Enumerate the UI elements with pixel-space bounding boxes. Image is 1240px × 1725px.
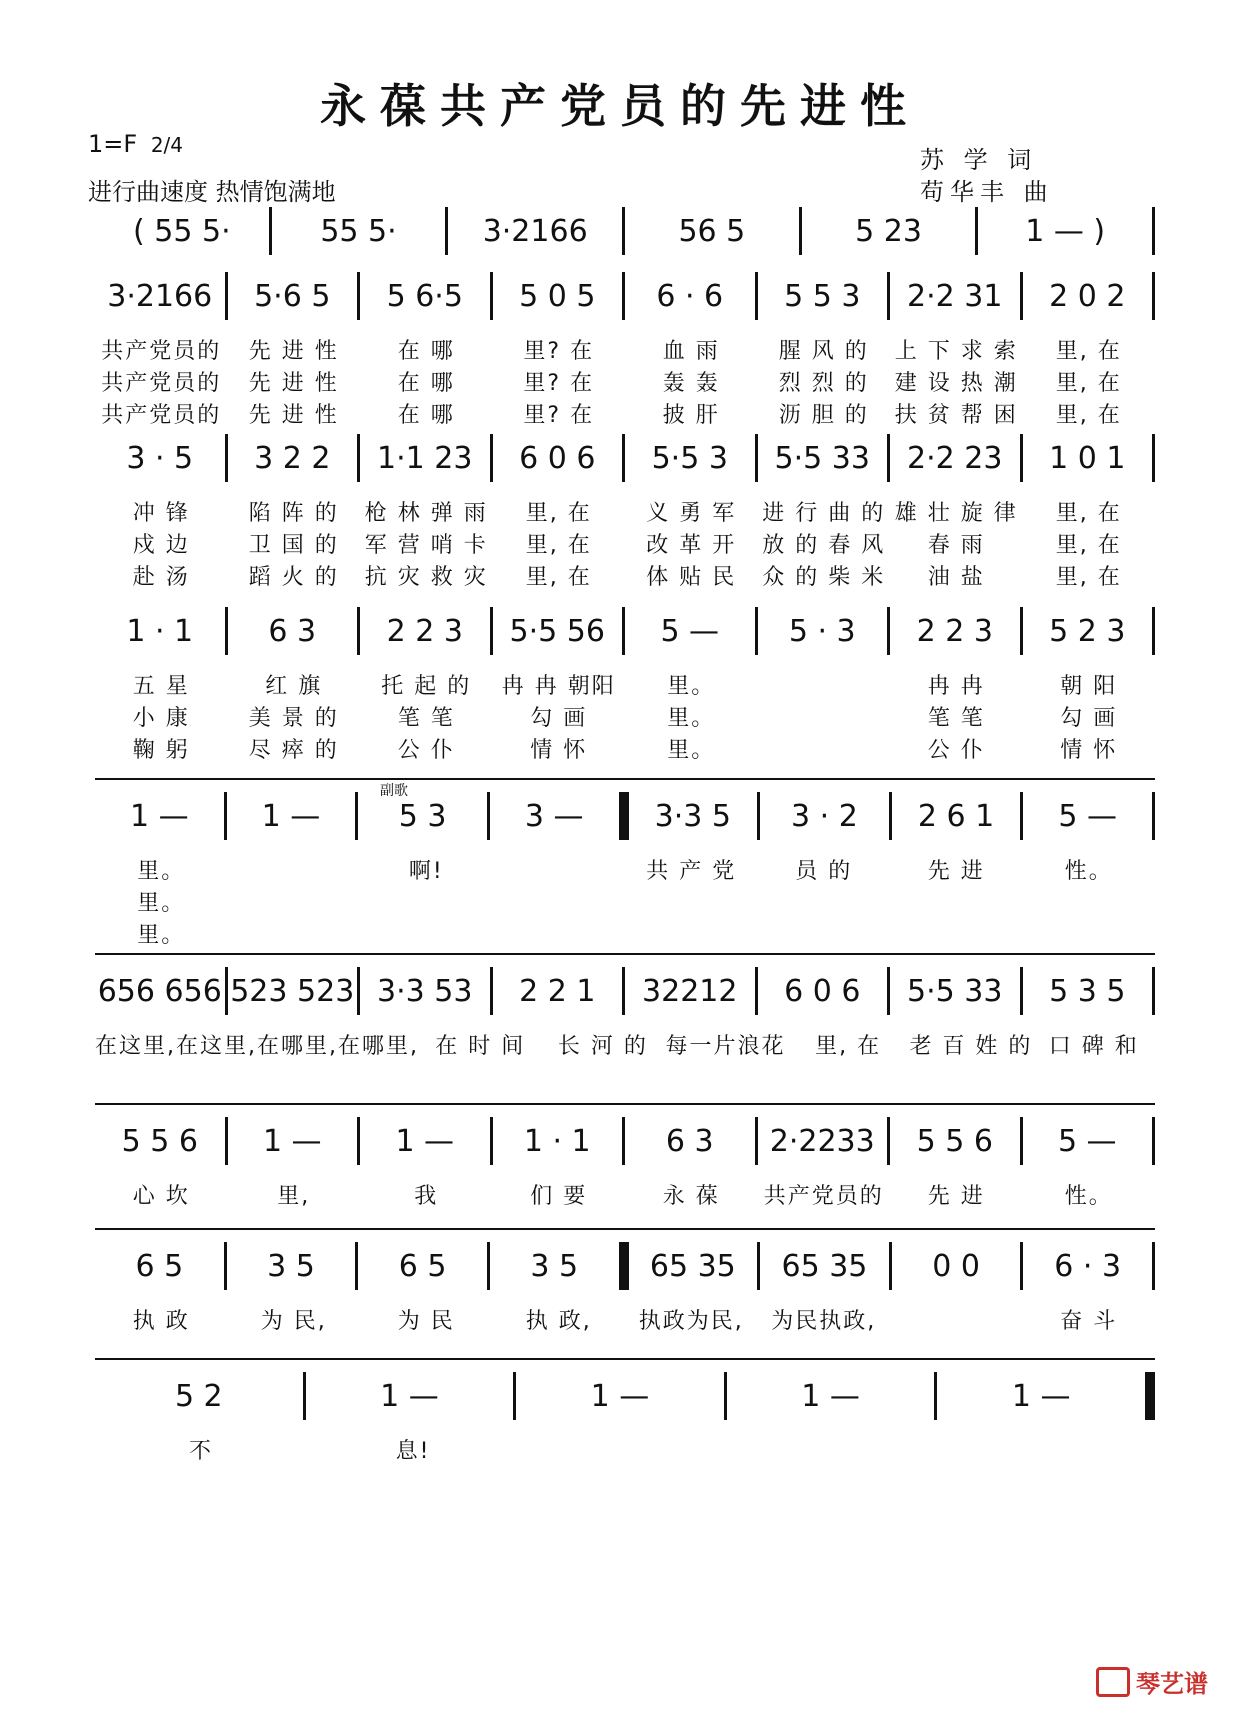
measure: 6 · 6 bbox=[656, 278, 724, 314]
lyric-segment: 里? 在 bbox=[523, 370, 595, 396]
lyric-segment: 众 的 柴 米 bbox=[762, 564, 886, 590]
lyric-segment: 永 葆 bbox=[662, 1183, 720, 1209]
notation-row bbox=[95, 1370, 1155, 1422]
lyric-segment: 勾 画 bbox=[530, 705, 588, 731]
lyric-segment: 枪 林 弹 雨 bbox=[364, 500, 488, 526]
lyric-segment: 在这里,在这里, bbox=[95, 1033, 257, 1059]
lyric-segment: 在 哪 bbox=[397, 370, 455, 396]
lyric-segment: 在 时 间 bbox=[435, 1033, 526, 1059]
lyric-segment: 为民执政, bbox=[771, 1308, 877, 1334]
lyric-segment: 口 碑 和 bbox=[1048, 1033, 1139, 1059]
measure: 3·3 5 bbox=[654, 798, 731, 834]
lyric-segment: 里。 bbox=[667, 705, 716, 731]
measure: 3 2 2 bbox=[254, 440, 331, 476]
lyric-segment: 披 肝 bbox=[662, 402, 720, 428]
barline bbox=[1152, 434, 1155, 482]
lyric-segment: 朝 阳 bbox=[1060, 673, 1118, 699]
measure: 56 5 bbox=[678, 213, 746, 249]
lyric-segment: 里, 在 bbox=[815, 1033, 882, 1059]
lyric-segment: 共产党员的 bbox=[763, 1183, 884, 1209]
barline bbox=[1152, 1117, 1155, 1165]
lyric-segment: 里? 在 bbox=[523, 402, 595, 428]
measure: 5 2 bbox=[174, 1378, 223, 1414]
notation-row bbox=[95, 1240, 1155, 1292]
lyric-segment: 里, 在 bbox=[1055, 338, 1122, 364]
lyric-segment: 冲 锋 bbox=[132, 500, 190, 526]
measure: 1 — bbox=[380, 1378, 439, 1414]
lyric-segment: 放 的 春 风 bbox=[762, 532, 886, 558]
measure: 656 656 bbox=[97, 973, 222, 1009]
lyric-segment: 公 仆 bbox=[397, 737, 455, 763]
lyric-segment: 先 进 性 bbox=[248, 338, 339, 364]
lyric-segment: 义 勇 军 bbox=[646, 500, 737, 526]
lyric-segment: 在 哪 bbox=[397, 402, 455, 428]
lyric-segment: 春 雨 bbox=[927, 532, 985, 558]
lyric-segment: 勾 画 bbox=[1060, 705, 1118, 731]
lyric-segment: 共 产 党 bbox=[646, 858, 737, 884]
lyric-segment: 油 盐 bbox=[927, 564, 985, 590]
measure: 2·2 31 bbox=[907, 278, 1003, 314]
lyric-segment: 血 雨 bbox=[662, 338, 720, 364]
system-rule bbox=[95, 1358, 1155, 1360]
measure: 2 0 2 bbox=[1049, 278, 1126, 314]
lyric-segment: 雄 壮 旋 律 bbox=[894, 500, 1018, 526]
score-system bbox=[0, 432, 1240, 632]
lyric-segment: 里, 在 bbox=[1055, 564, 1122, 590]
lyric-segment: 鞠 躬 bbox=[132, 737, 190, 763]
measure: ( 55 5· bbox=[133, 213, 231, 249]
lyric-segment: 息! bbox=[395, 1438, 431, 1464]
lyric-segment: 先 进 性 bbox=[248, 402, 339, 428]
barline bbox=[619, 792, 629, 840]
lyric-segment: 卫 国 的 bbox=[248, 532, 339, 558]
lyric-segment: 奋 斗 bbox=[1060, 1308, 1118, 1334]
time-signature: 2/4 bbox=[150, 133, 184, 157]
measure: 6 · 3 bbox=[1054, 1248, 1122, 1284]
lyric-segment: 陷 阵 的 bbox=[248, 500, 339, 526]
lyric-segment: 戍 边 bbox=[132, 532, 190, 558]
measure: 523 523 bbox=[230, 973, 355, 1009]
lyric-segment: 赴 汤 bbox=[132, 564, 190, 590]
measure: 2 2 1 bbox=[519, 973, 596, 1009]
measure: 5 23 bbox=[855, 213, 922, 249]
measure: 1 — bbox=[1011, 1378, 1071, 1414]
measure: 5·6 5 bbox=[254, 278, 331, 314]
lyric-segment: 长 河 的 bbox=[557, 1033, 648, 1059]
measure: 1 — bbox=[590, 1378, 650, 1414]
lyric-segment: 为 民 bbox=[397, 1308, 455, 1334]
lyric-segment: 共产党员的 bbox=[101, 370, 222, 396]
barline bbox=[619, 1242, 629, 1290]
measure: 2·2 23 bbox=[907, 440, 1003, 476]
barline bbox=[1152, 272, 1155, 320]
measure: 1·1 23 bbox=[377, 440, 473, 476]
measure: 5 — bbox=[1057, 1123, 1117, 1159]
notation-row bbox=[95, 1115, 1155, 1167]
notation-row bbox=[95, 965, 1155, 1017]
lyric-line bbox=[95, 332, 1155, 366]
lyric-line bbox=[95, 916, 1155, 950]
composer-credit: 苟华丰 曲 bbox=[920, 178, 1054, 206]
system-rule bbox=[95, 1103, 1155, 1105]
lyric-segment: 们 要 bbox=[530, 1183, 588, 1209]
lyric-segment: 共产党员的 bbox=[101, 402, 222, 428]
score-system bbox=[0, 605, 1240, 805]
lyric-segment: 执 政, bbox=[525, 1308, 592, 1334]
lyric-segment: 先 进 bbox=[927, 858, 985, 884]
lyric-segment: 性。 bbox=[1064, 858, 1113, 884]
lyric-line bbox=[95, 494, 1155, 528]
lyric-segment: 里。 bbox=[137, 890, 186, 916]
lyric-segment: 先 进 性 bbox=[248, 370, 339, 396]
lyric-segment: 情 怀 bbox=[530, 737, 588, 763]
lyric-line bbox=[95, 558, 1155, 592]
lyric-segment: 里, 在 bbox=[525, 532, 592, 558]
measure: 3 5 bbox=[530, 1248, 579, 1284]
measure: 1 0 1 bbox=[1049, 440, 1126, 476]
barline bbox=[1152, 1242, 1155, 1290]
system-rule bbox=[95, 953, 1155, 955]
measure: 5 — bbox=[1058, 798, 1117, 834]
measure: 3·3 53 bbox=[377, 973, 473, 1009]
lyric-segment: 我 bbox=[414, 1183, 439, 1209]
measure: 3 5 bbox=[267, 1248, 315, 1284]
lyric-segment: 里, 在 bbox=[525, 564, 592, 590]
lyric-segment: 每一片浪花 bbox=[665, 1033, 786, 1059]
lyric-segment: 笔 笔 bbox=[397, 705, 455, 731]
measure: 1 · 1 bbox=[523, 1123, 591, 1159]
lyric-segment: 冉 冉 朝阳 bbox=[501, 673, 616, 699]
lyric-segment: 执政为民, bbox=[638, 1308, 744, 1334]
barline bbox=[1152, 792, 1155, 840]
lyric-segment: 进 行 曲 的 bbox=[762, 500, 886, 526]
notation-row bbox=[95, 605, 1155, 657]
lyric-segment: 里。 bbox=[667, 737, 716, 763]
lyric-line bbox=[95, 396, 1155, 430]
lyric-segment: 啊! bbox=[408, 858, 444, 884]
barline bbox=[1152, 967, 1155, 1015]
song-title: 永葆共产党员的先进性 bbox=[320, 79, 920, 133]
score-system bbox=[0, 783, 1240, 990]
lyric-line bbox=[95, 1177, 1155, 1211]
lyric-segment: 里, bbox=[277, 1183, 311, 1209]
system-rule bbox=[95, 778, 1155, 780]
measure: 6 3 bbox=[665, 1123, 714, 1159]
lyric-segment: 先 进 bbox=[927, 1183, 985, 1209]
lyric-segment: 里。 bbox=[137, 858, 186, 884]
lyric-segment: 烈 烈 的 bbox=[778, 370, 869, 396]
lyric-segment: 在 哪 bbox=[397, 338, 455, 364]
measure: 5 · 3 bbox=[788, 613, 856, 649]
logo-icon bbox=[1096, 1667, 1130, 1697]
lyric-line bbox=[95, 1027, 1155, 1061]
measure: 1 — bbox=[261, 798, 321, 834]
measure: 6 0 6 bbox=[519, 440, 596, 476]
measure: 1 — bbox=[130, 798, 189, 834]
measure: 5·5 33 bbox=[907, 973, 1003, 1009]
lyric-segment: 情 怀 bbox=[1060, 737, 1118, 763]
lyric-segment: 里。 bbox=[137, 922, 186, 948]
barline bbox=[1152, 207, 1155, 255]
measure: 32212 bbox=[642, 973, 738, 1009]
lyric-segment: 改 革 开 bbox=[646, 532, 737, 558]
measure: 65 35 bbox=[649, 1248, 736, 1284]
measure: 5 6·5 bbox=[386, 278, 463, 314]
lyric-segment: 建 设 热 潮 bbox=[894, 370, 1018, 396]
key-signature bbox=[88, 130, 183, 158]
lyric-segment: 托 起 的 bbox=[381, 673, 472, 699]
lyric-segment: 军 营 哨 卡 bbox=[364, 532, 488, 558]
lyric-line bbox=[95, 1432, 1155, 1466]
lyric-line bbox=[95, 699, 1155, 733]
measure: 6 5 bbox=[398, 1248, 447, 1284]
measure: 1 — bbox=[801, 1378, 860, 1414]
lyric-segment: 抗 灾 救 灾 bbox=[364, 564, 488, 590]
notation-row bbox=[95, 790, 1155, 842]
lyric-segment: 不 bbox=[188, 1438, 213, 1464]
lyric-segment: 美 景 的 bbox=[248, 705, 339, 731]
notation-row bbox=[95, 432, 1155, 484]
lyric-line bbox=[95, 731, 1155, 765]
notation-row bbox=[95, 270, 1155, 322]
measure: 65 35 bbox=[781, 1248, 868, 1284]
lyric-segment: 心 坎 bbox=[132, 1183, 190, 1209]
measure: 2 6 1 bbox=[917, 798, 995, 834]
measure: 5·5 56 bbox=[509, 613, 605, 649]
lyric-segment: 五 星 bbox=[132, 673, 190, 699]
system-rule bbox=[95, 1228, 1155, 1230]
lyricist-credit: 苏 学 词 bbox=[920, 146, 1038, 174]
measure: 55 5· bbox=[320, 213, 397, 249]
lyric-segment: 里, 在 bbox=[1055, 532, 1122, 558]
measure: 5 3 5 bbox=[1049, 973, 1126, 1009]
lyric-line bbox=[95, 667, 1155, 701]
measure: 3 — bbox=[524, 798, 584, 834]
lyric-segment: 红 旗 bbox=[265, 673, 323, 699]
lyric-segment: 里, 在 bbox=[525, 500, 592, 526]
measure: 5 5 6 bbox=[916, 1123, 993, 1159]
lyric-segment: 笔 笔 bbox=[927, 705, 985, 731]
measure: 3 · 5 bbox=[126, 440, 194, 476]
section-label: 副歌 bbox=[380, 783, 408, 799]
lyric-segment: 为 民, bbox=[260, 1308, 327, 1334]
lyric-segment: 里, 在 bbox=[1055, 402, 1122, 428]
measure: 5 — bbox=[660, 613, 720, 649]
measure: 5 0 5 bbox=[519, 278, 596, 314]
lyric-segment: 蹈 火 的 bbox=[248, 564, 339, 590]
lyric-segment: 在哪里,在哪里, bbox=[257, 1033, 419, 1059]
measure: 3·2166 bbox=[482, 213, 588, 249]
lyric-line bbox=[95, 1302, 1155, 1336]
measure: 1 — bbox=[262, 1123, 322, 1159]
lyric-segment: 冉 冉 bbox=[927, 673, 985, 699]
measure: 5 5 3 bbox=[784, 278, 861, 314]
measure: 5·5 33 bbox=[774, 440, 870, 476]
lyric-segment: 扶 贫 帮 困 bbox=[894, 402, 1018, 428]
lyric-segment: 尽 瘁 的 bbox=[248, 737, 339, 763]
barline bbox=[1145, 1372, 1155, 1420]
lyric-line bbox=[95, 852, 1155, 886]
lyric-segment: 里。 bbox=[667, 673, 716, 699]
lyric-segment: 执 政 bbox=[132, 1308, 190, 1334]
measure: 2 2 3 bbox=[916, 613, 993, 649]
lyric-segment: 公 仆 bbox=[927, 737, 985, 763]
measure: 3 · 2 bbox=[791, 798, 858, 834]
score-system bbox=[0, 1370, 1240, 1570]
measure: 5 5 6 bbox=[121, 1123, 198, 1159]
measure: 6 0 6 bbox=[784, 973, 861, 1009]
barline bbox=[1152, 607, 1155, 655]
tempo-marking: 进行曲速度 热情饱满地 bbox=[88, 178, 336, 206]
measure: 1 · 1 bbox=[126, 613, 194, 649]
key-label: 1=F bbox=[88, 130, 138, 158]
lyric-segment: 上 下 求 索 bbox=[894, 338, 1018, 364]
lyric-segment: 沥 胆 的 bbox=[778, 402, 869, 428]
lyric-line bbox=[95, 526, 1155, 560]
notation-row bbox=[95, 205, 1155, 257]
watermark-logo bbox=[1096, 1664, 1208, 1699]
lyric-segment: 里, 在 bbox=[1055, 500, 1122, 526]
lyric-segment: 体 贴 民 bbox=[646, 564, 737, 590]
measure: 1 — bbox=[395, 1123, 455, 1159]
lyric-line bbox=[95, 884, 1155, 918]
lyric-segment: 共产党员的 bbox=[101, 338, 222, 364]
watermark-text: 琴艺谱 bbox=[1136, 1670, 1208, 1698]
lyric-segment: 轰 轰 bbox=[662, 370, 720, 396]
lyric-segment: 腥 风 的 bbox=[778, 338, 869, 364]
lyric-segment: 小 康 bbox=[132, 705, 190, 731]
measure: 5 3 bbox=[398, 798, 447, 834]
measure: 2 2 3 bbox=[386, 613, 463, 649]
lyric-segment: 性。 bbox=[1064, 1183, 1113, 1209]
measure: 2·2233 bbox=[769, 1123, 875, 1159]
measure: 6 5 bbox=[135, 1248, 184, 1284]
lyric-line bbox=[95, 364, 1155, 398]
measure: 1 — ) bbox=[1025, 213, 1106, 249]
lyric-segment: 里, 在 bbox=[1055, 370, 1122, 396]
measure: 0 0 bbox=[932, 1248, 980, 1284]
measure: 3·2166 bbox=[107, 278, 213, 314]
measure: 5 2 3 bbox=[1049, 613, 1126, 649]
lyric-segment: 里? 在 bbox=[523, 338, 595, 364]
lyric-segment: 员 的 bbox=[795, 858, 853, 884]
lyric-segment: 老 百 姓 的 bbox=[909, 1033, 1033, 1059]
measure: 6 3 bbox=[268, 613, 317, 649]
measure: 5·5 3 bbox=[651, 440, 728, 476]
